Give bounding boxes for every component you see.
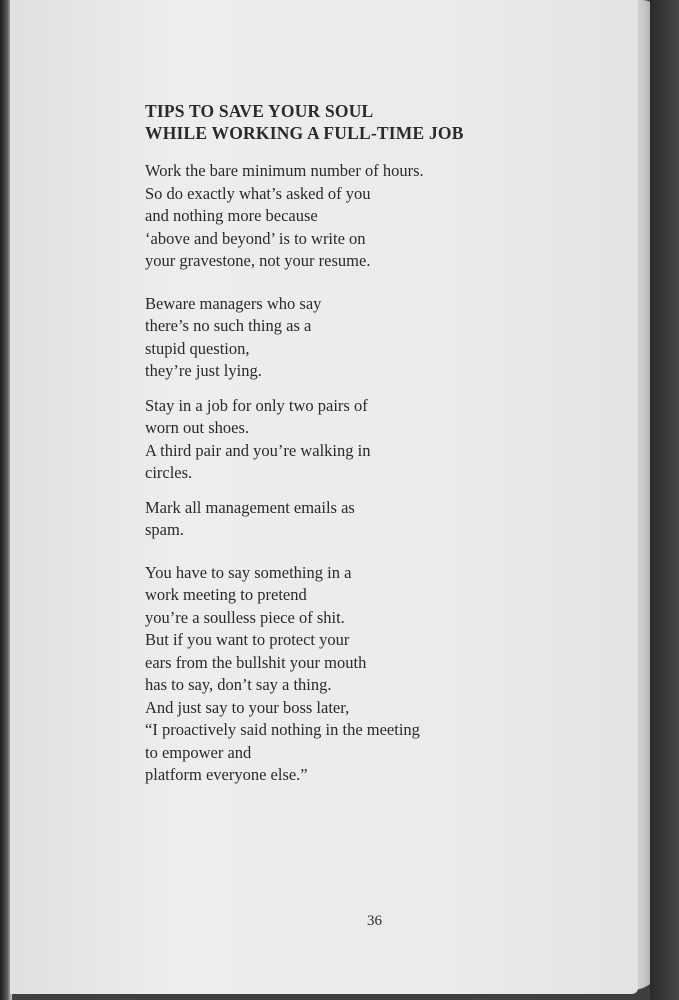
poem-line: and nothing more because — [145, 206, 318, 225]
poem-line: You have to say something in a — [145, 562, 352, 582]
stanza-3 — [145, 395, 565, 485]
poem-line: to empower and — [145, 742, 252, 762]
poem-line: But if you want to protect your — [145, 630, 350, 649]
poem-line: worn out shoes. — [145, 418, 250, 437]
poem-line: work meeting to pretend — [145, 585, 307, 604]
title-line: WHILE WORKING A FULL-TIME JOB — [145, 123, 464, 143]
poem-line: “I proactively said nothing in the meeting — [145, 720, 420, 739]
poem-line: A third pair and you’re walking in — [145, 440, 371, 460]
poem-line: stupid question, — [145, 338, 250, 358]
poem-line: you’re a soulless piece of shit. — [145, 607, 345, 627]
book-cover-edge — [650, 0, 679, 1000]
poem-line: ‘above and beyond’ is to write on — [145, 228, 366, 248]
stanza-5 — [145, 562, 565, 787]
stanza-2 — [145, 293, 565, 383]
poem-line: Beware managers who say — [145, 293, 322, 313]
poem-line: has to say, don’t say a thing. — [145, 675, 332, 694]
stanza-4 — [145, 497, 565, 542]
poem-line: And just say to your boss later, — [145, 697, 350, 717]
stanza-1 — [145, 160, 565, 273]
poem-line: Work the bare minimum number of hours. — [145, 161, 424, 180]
poem-line: circles. — [145, 463, 193, 482]
poem-title — [145, 100, 565, 144]
poem-line: spam. — [145, 520, 184, 539]
poem-line: platform everyone else.” — [145, 765, 308, 784]
poem-line: Mark all management emails as — [145, 497, 355, 517]
poem-line: your gravestone, not your resume. — [145, 251, 371, 270]
page-number: 36 — [367, 913, 382, 929]
poem-line: So do exactly what’s asked of you — [145, 183, 371, 203]
poem-line: there’s no such thing as a — [145, 316, 312, 335]
poem-line: they’re just lying. — [145, 361, 262, 380]
poem — [145, 100, 565, 787]
title-line: TIPS TO SAVE YOUR SOUL — [145, 101, 374, 121]
poem-line: ears from the bullshit your mouth — [145, 652, 367, 672]
poem-line: Stay in a job for only two pairs of — [145, 395, 368, 415]
